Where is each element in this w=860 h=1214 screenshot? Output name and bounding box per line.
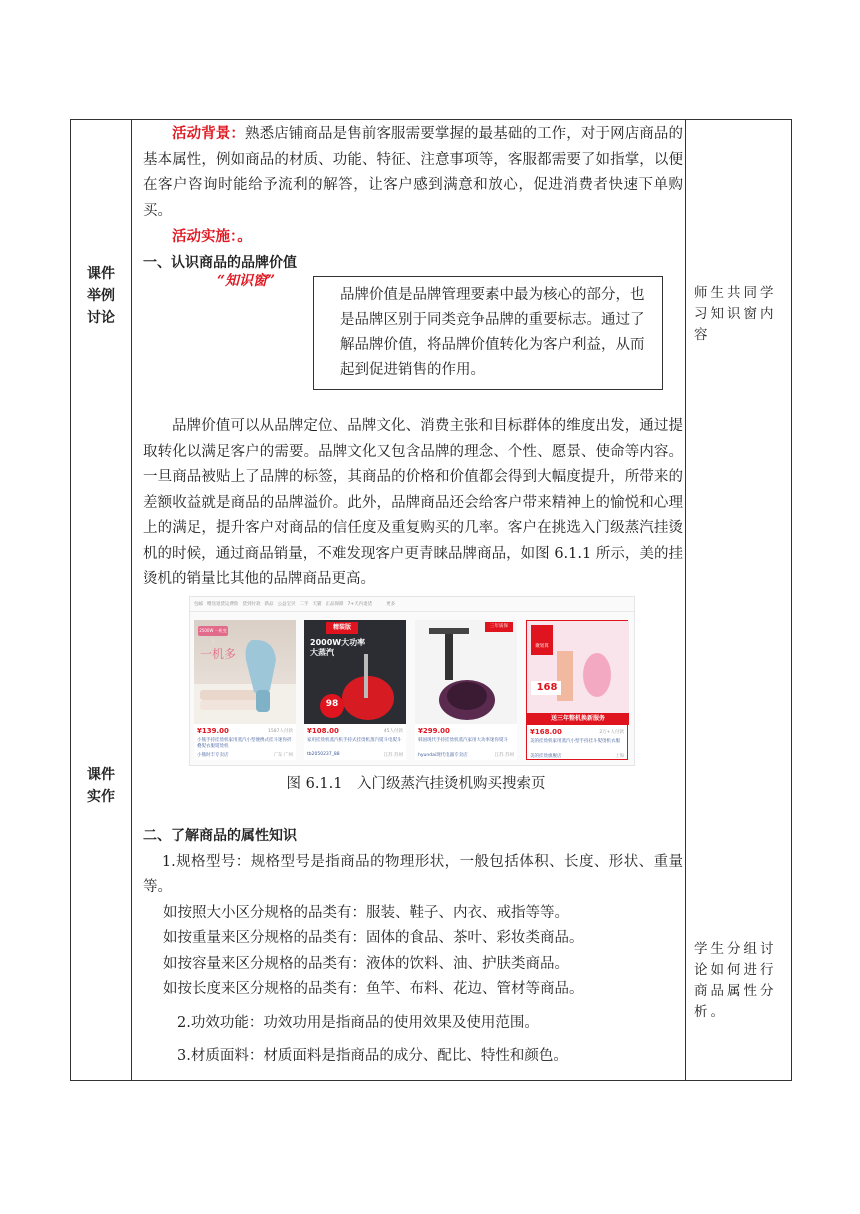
svg-text:一机多: 一机多 [200, 647, 237, 661]
product-image: 聚划算 168 送三年整机换新服务 [527, 621, 629, 725]
column-divider [685, 120, 686, 1080]
product-card: 三年质保 ¥299.00 韩国现代手持挂烫机蒸汽家用大功率迷你熨斗 hyundai现代电器专卖店 江苏 苏州 [415, 620, 517, 760]
list-item: 如按照大小区分规格的品类有：服装、鞋子、内衣、戒指等等。 [163, 904, 569, 921]
lesson-table [70, 119, 792, 1081]
product-card: 精装版 2000W大功率 大蒸汽 98 ¥108.00 45人付款 家用挂烫机蒸汽机手持式挂烫机蒸汽熨斗电熨斗 tb2050237_88 江苏 苏州 [304, 620, 406, 760]
label-discussion: 课件 举例 讨论 [87, 266, 115, 326]
filter-bar: 包邮 赠送退货运费险 货到付款 新品 公益宝贝 二手 天猫 正品保障 7+天内退货 更多 [190, 597, 634, 612]
knowledge-window-label: “知识窗” [217, 273, 276, 289]
teacher-note: 师生共同学习知识窗内容 [694, 285, 777, 343]
product-card-highlighted: 聚划算 168 送三年整机换新服务 ¥168.00 2万+人付款 美的挂烫机家用蒸汽小型手持挂斗熨烫机衣服 美的挂烫旗舰店 上海 [526, 620, 628, 760]
section1-heading: 一、认识商品的品牌价值 [143, 254, 297, 271]
product-image: 精装版 2000W大功率 大蒸汽 98 [304, 620, 406, 724]
figure-caption: 图 6.1.1 入门级蒸汽挂烫机购买搜索页 [286, 776, 546, 792]
list-item: 如按重量来区分规格的品类有：固体的食品、茶叶、彩妆类商品。 [163, 930, 584, 946]
activity-background: 活动背景：熟悉店铺商品是售前客服需要掌握的最基础的工作，对于网店商品的基本属性，例如商品的材质、功能、特征、注意事项等，客服都需要了如指掌，以便在客户咨询时能给予流利的解答，让客户感到满意和放心，促进消费者快速下单购买。 [143, 125, 683, 219]
label-practice: 课件 实作 [87, 767, 115, 805]
product-image: 三年质保 [415, 620, 517, 724]
activity-block [143, 121, 683, 276]
knowledge-box: 品牌价值是品牌管理要素中最为核心的部分，也是品牌区别于同类竞争品牌的重要标志。通过了解品牌价值，将品牌价值转化为客户利益，从而起到促进销售的作用。 [313, 276, 663, 390]
column-divider [131, 120, 132, 1080]
list-item: 如按长度来区分规格的品类有：鱼竿、布料、花边、管材等商品。 [163, 981, 584, 997]
product-card: 一机多 2500W 一机变三 ¥139.00 1587人付款 小熊手持挂烫机家用蒸汽小型便携式挂斗迷你折叠熨衣服熨烫机 小熊时丰专卖店 广东 广州 [194, 620, 296, 760]
search-result-figure [189, 596, 635, 766]
section2-item3: 3.材质面料：材质面料是指商品的成分、配比、特性和颜色。 [177, 1048, 568, 1064]
group-discussion-note: 学生分组讨论如何进行商品属性分析。 [694, 941, 777, 1020]
spec-category-list [143, 901, 683, 1003]
activity-implementation: 活动实施：。 [172, 228, 252, 245]
product-image: 一机多 2500W 一机变三 [194, 620, 296, 724]
section2-heading: 二、了解商品的属性知识 [143, 828, 297, 844]
section2-item2: 2.功效功能：功效功用是指商品的使用效果及使用范围。 [177, 1014, 539, 1031]
section2-item1: 1.规格型号：规格型号是指商品的物理形状，一般包括体积、长度、形状、重量等。 [143, 853, 683, 895]
section2-block [143, 824, 683, 1070]
steamer-image [527, 621, 629, 725]
steamer-image [415, 620, 517, 724]
brand-value-paragraph: 品牌价值可以从品牌定位、品牌文化、消费主张和目标群体的维度出发，通过提取转化以满足客户的需要。品牌文化又包含品牌的理念、个性、愿景、使命等内容。一旦商品被贴上了品牌的标签，其商品的价格和价值都会得到大幅度提升，所带来的差额收益就是商品的品牌溢价。此外，品牌商品还会给客户带来精神上的愉悦和心理上的满足，提升客户对商品的信任度及重复购买的几率。客户在挑选入门级蒸汽挂烫机的时候，通过商品销量，不难发现客户更青睐品牌商品，如图 6.1.1 所示，美的挂烫机的销量比其他的品牌商品更高。 [143, 418, 683, 587]
list-item: 如按容量来区分规格的品类有：液体的饮料、油、护肤类商品。 [163, 955, 569, 972]
